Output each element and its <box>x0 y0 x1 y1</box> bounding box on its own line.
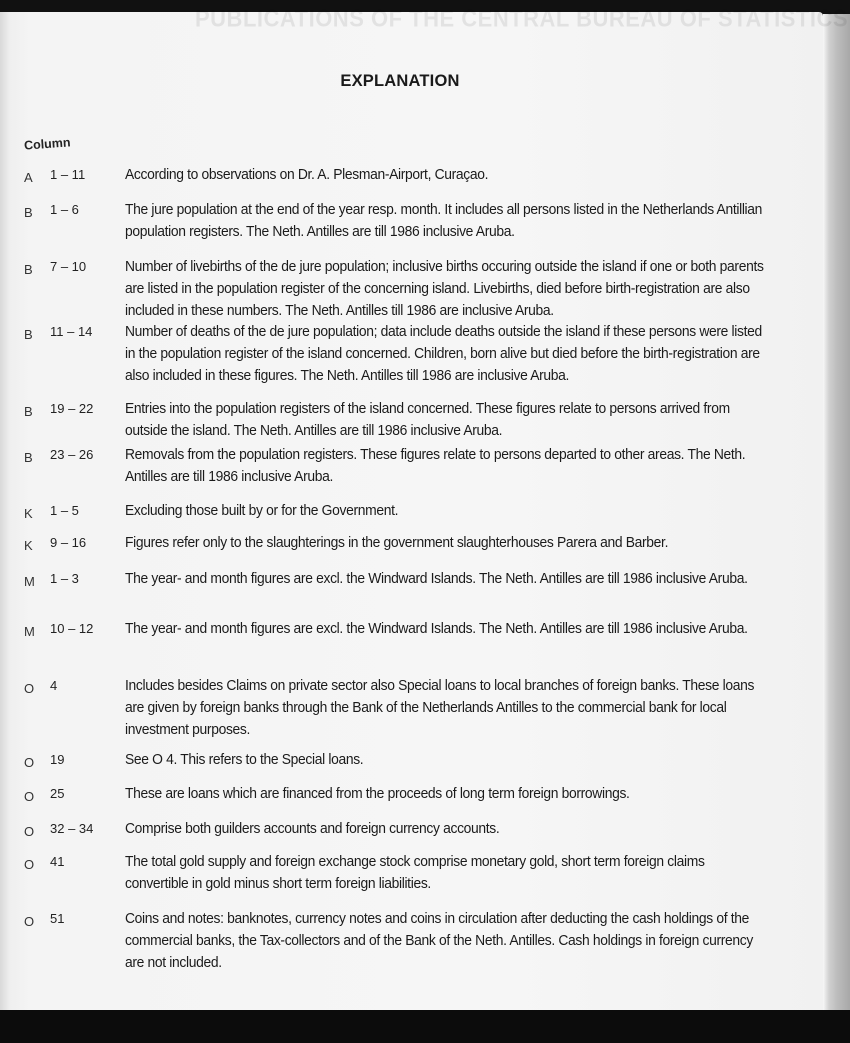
table-letter: B <box>24 205 33 220</box>
column-range: 4 <box>50 678 58 693</box>
entry-text: The year- and month figures are excl. the Windward Islands. The Neth. Antilles are till 1986 inclusive Aruba. <box>125 571 748 587</box>
column-range: 32 – 34 <box>50 821 94 836</box>
entry-text: Number of livebirths of the de jure population; inclusive births occuring outside the island if one or both parents are listed in the population register of the concerning island. Livebirths, died before birth-registration are also included in these numbers. The Neth. Antilles till 1986 are inclusive Aruba. <box>125 259 764 319</box>
column-range: 19 <box>50 752 65 767</box>
column-range: 1 – 6 <box>50 202 79 217</box>
table-letter: O <box>24 789 35 804</box>
bleed-through-title: PUBLICATIONS OF THE CENTRAL BUREAU OF STATISTICS <box>195 4 849 33</box>
scan-shadow <box>0 1010 850 1043</box>
table-letter: B <box>24 327 33 342</box>
entry-text: The jure population at the end of the year resp. month. It includes all persons listed in the Netherlands Antillian population registers. The Neth. Antilles are till 1986 inclusive Aruba. <box>125 202 763 240</box>
entry-text: According to observations on Dr. A. Plesman-Airport, Curaçao. <box>125 167 489 183</box>
entry-text: Coins and notes: banknotes, currency notes and coins in circulation after deducting the cash holdings of the commercial banks, the Tax-collectors and of the Bank of the Neth. Antilles. Cash holdings in foreign currency are not included. <box>125 911 753 971</box>
entry-text: See O 4. This refers to the Special loans. <box>125 752 364 768</box>
column-range: 1 – 5 <box>50 503 79 518</box>
column-range: 1 – 3 <box>50 571 79 586</box>
column-range: 41 <box>50 854 65 869</box>
page-edge <box>823 14 850 1014</box>
column-range: 9 – 16 <box>50 535 87 550</box>
table-letter: B <box>24 450 33 465</box>
table-letter: O <box>24 824 35 839</box>
entry-text: Excluding those built by or for the Government. <box>125 503 399 519</box>
column-range: 11 – 14 <box>50 324 93 339</box>
entry-text: Figures refer only to the slaughterings in the government slaughterhouses Parera and Barber. <box>125 535 669 551</box>
table-letter: M <box>24 624 35 639</box>
entry-text: Comprise both guilders accounts and foreign currency accounts. <box>125 821 500 837</box>
entry-text: The total gold supply and foreign exchange stock comprise monetary gold, short term foreign claims convertible in gold minus short term foreign liabilities. <box>125 854 705 892</box>
column-range: 10 – 12 <box>50 621 94 636</box>
table-letter: B <box>24 404 33 419</box>
column-range: 25 <box>50 786 65 801</box>
entry-text: The year- and month figures are excl. the Windward Islands. The Neth. Antilles are till 1986 inclusive Aruba. <box>125 621 748 637</box>
table-letter: A <box>24 170 33 185</box>
table-letter: O <box>24 914 35 929</box>
entry-text: Removals from the population registers. These figures relate to persons departed to other areas. The Neth. Antilles are till 1986 inclusive Aruba. <box>125 447 746 485</box>
entry-text: Number of deaths of the de jure population; data include deaths outside the island if these persons were listed in the population register of the island concerned. Children, born alive but died before the birth-registration are also included in these figures. The Neth. Antilles till 1986 are inclusive Aruba. <box>125 324 762 384</box>
column-header: Column <box>23 135 71 153</box>
table-letter: O <box>24 857 35 872</box>
column-range: 7 – 10 <box>50 259 87 274</box>
entry-text: These are loans which are financed from the proceeds of long term foreign borrowings. <box>125 786 630 802</box>
table-letter: O <box>24 681 35 696</box>
column-range: 51 <box>50 911 65 926</box>
page-title: EXPLANATION <box>340 72 460 90</box>
table-letter: K <box>24 538 33 553</box>
column-range: 23 – 26 <box>50 447 94 462</box>
entry-text: Entries into the population registers of the island concerned. These figures relate to persons arrived from outside the island. The Neth. Antilles are till 1986 inclusive Aruba. <box>125 401 730 439</box>
column-range: 19 – 22 <box>50 401 94 416</box>
table-letter: B <box>24 262 33 277</box>
table-letter: M <box>24 574 35 589</box>
column-range: 1 – 11 <box>50 167 86 182</box>
table-letter: O <box>24 755 35 770</box>
table-letter: K <box>24 506 33 521</box>
entry-text: Includes besides Claims on private sector also Special loans to local branches of foreign banks. These loans are given by foreign banks through the Bank of the Netherlands Antilles to the commercial bank for local investment purposes. <box>125 678 755 738</box>
